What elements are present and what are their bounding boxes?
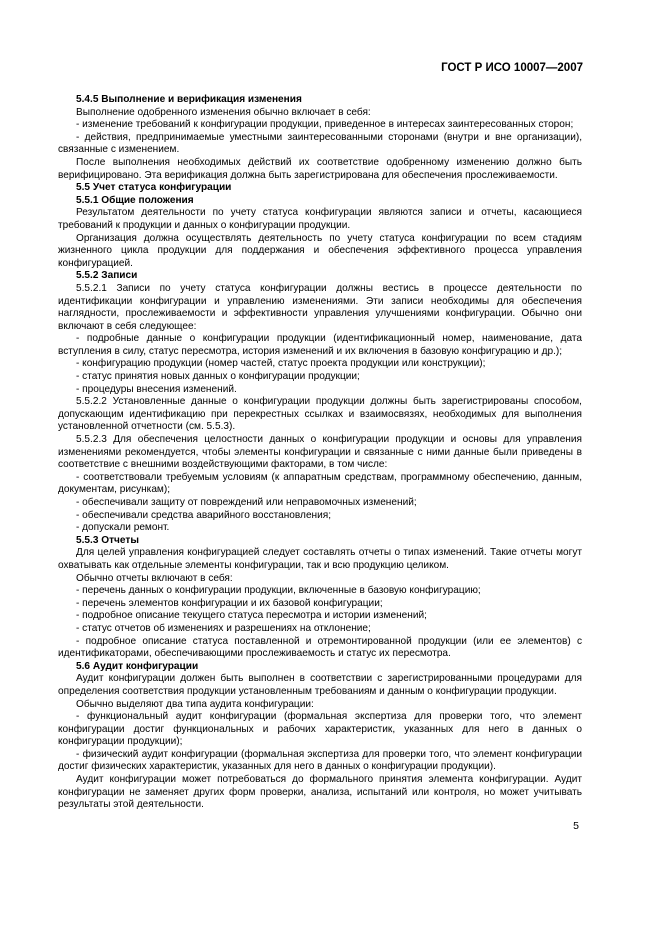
paragraph: 5.5.2.3 Для обеспечения целостности данных о конфигурации продукции и основы для управления изменениями рекомендуется, чтобы элементы конфигурации и связанные с ними данные были приведены в соответствие с внешними воздействующими факторами, в том числе: — [58, 434, 582, 471]
paragraph: Обычно отчеты включают в себя: — [76, 572, 233, 584]
paragraph: Обычно выделяют два типа аудита конфигурации: — [76, 698, 314, 710]
paragraph: - статус принятия новых данных о конфигурации продукции; — [76, 371, 360, 383]
paragraph: - обеспечивали средства аварийного восстановления; — [76, 509, 332, 521]
section-heading: 5.5.3 Отчеты — [76, 534, 139, 546]
paragraph: - конфигурацию продукции (номер частей, статус проекта продукции или конструкции); — [76, 358, 486, 370]
paragraph: Аудит конфигурации должен быть выполнен в соответствии с зарегистрированными процедурами для определения соответствия продукции установленным требованиям и данным о конфигурации продукции. — [58, 673, 582, 697]
paragraph: - изменение требований к конфигурации продукции, приведенное в интересах заинтересованных сторон; — [76, 119, 574, 131]
standard-header: ГОСТ Р ИСО 10007—2007 — [441, 62, 583, 74]
section-heading: 5.5.1 Общие положения — [76, 194, 194, 206]
paragraph: - обеспечивали защиту от повреждений или неправомочных изменений; — [76, 497, 417, 508]
paragraph: После выполнения необходимых действий их соответствие одобренному изменению должно быть верифицировано. Эта верификация должна быть зарегистрирована для обеспечения прослеживаемости. — [58, 156, 582, 181]
section-heading: 5.5.2 Записи — [76, 270, 138, 282]
paragraph: - подробные данные о конфигурации продукции (идентификационный номер, наименование, дата вступления в силу, статус пересмотра, история изменений и их включения в базовую конфигурацию и др.); — [58, 333, 582, 357]
paragraph: - соответствовали требуемым условиям (к аппаратным средствам, программному обеспечению, данным, документам, рисункам); — [58, 471, 582, 496]
paragraph: - подробное описание статуса поставленной и отремонтированной продукции (или ее элементов) с идентификаторами, обеспечивающими прослеживаемость и статус их пересмотра. — [58, 635, 582, 660]
paragraph: - статус отчетов об изменениях и разрешениях на отклонение; — [76, 622, 371, 634]
paragraph: 5.5.2.1 Записи по учету статуса конфигурации должны вестись в процессе деятельности по идентификации конфигурации и управлению изменениями. Эти записи необходимы для обеспечения наглядности, прослеживаемости и эффективности управления улучшениями конфигурации. Обычно они включают в себя следующее: — [58, 282, 582, 332]
paragraph: Организация должна осуществлять деятельность по учету статуса конфигурации по всем стадиям жизненного цикла продукции для поддержания и обеспечения эффективного процесса управления конфигурацией. — [58, 232, 582, 269]
paragraph: 5.5.2.2 Установленные данные о конфигурации продукции должны быть зарегистрированы способом, допускающим идентификацию при перекрестных ссылках и взаимосвязях, необходимых для выполнения установленной отчетности (см. 5.5.3). — [58, 396, 582, 433]
section-heading: 5.5 Учет статуса конфигурации — [76, 182, 232, 194]
paragraph: Результатом деятельности по учету статуса конфигурации являются записи и отчеты, касающиеся требований к продукции и данных о конфигурации продукции. — [58, 207, 582, 231]
paragraph: - подробное описание текущего статуса пересмотра и истории изменений; — [76, 610, 427, 622]
section-heading: 5.6 Аудит конфигурации — [76, 660, 199, 672]
section-heading: 5.4.5 Выполнение и верификация изменения — [76, 94, 302, 105]
paragraph: - допускали ремонт. — [76, 522, 170, 534]
paragraph: Аудит конфигурации может потребоваться до формального принятия элемента конфигурации. Аудит конфигурации не заменяет других форм проверки, анализа, испытаний или контроля, но может учитывать результаты этой деятельности. — [58, 774, 582, 811]
body-text — [58, 94, 582, 812]
paragraph: - действия, предпринимаемые уместными заинтересованными сторонами (внутри и вне организации), связанные с изменением. — [58, 131, 582, 156]
paragraph: Для целей управления конфигурацией следует составлять отчеты о типах изменений. Такие отчеты могут охватывать как отдельные элементы конфигурации, так и всю продукцию целиком. — [58, 547, 582, 571]
page-number: 5 — [573, 820, 579, 832]
paragraph: - процедуры внесения изменений. — [76, 383, 237, 395]
paragraph: Выполнение одобренного изменения обычно включает в себя: — [76, 106, 371, 118]
paragraph: - перечень данных о конфигурации продукции, включенные в базовую конфигурацию; — [76, 585, 481, 597]
paragraph: - физический аудит конфигурации (формальная экспертиза для проверки того, что элемент конфигурации достиг физических характеристик, указанных для него в данных о конфигурации продукции). — [58, 748, 582, 773]
paragraph: - функциональный аудит конфигурации (формальная экспертиза для проверки того, что элемент конфигурации достиг функциональных и рабочих характеристик, указанных для него в данных о конфигурации продукции); — [58, 711, 582, 748]
paragraph: - перечень элементов конфигурации и их базовой конфигурации; — [76, 597, 383, 609]
